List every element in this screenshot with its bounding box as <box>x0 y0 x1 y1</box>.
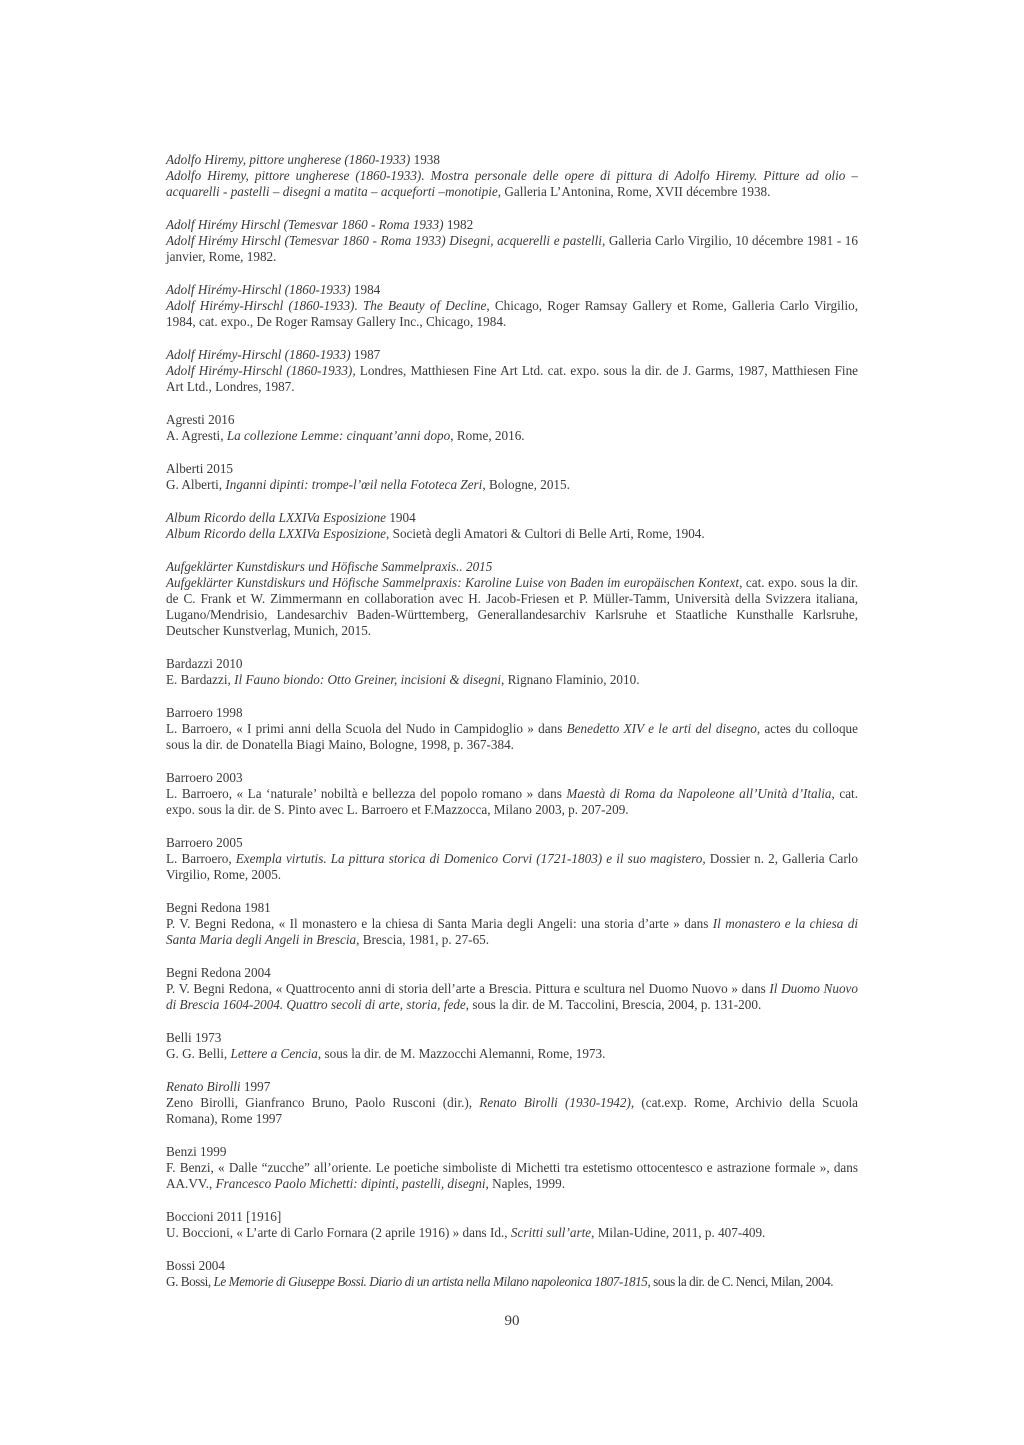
text-run: Agresti 2016 <box>166 412 235 427</box>
italic-text: Renato Birolli <box>166 1079 241 1094</box>
text-run: Bardazzi 2010 <box>166 656 243 671</box>
bibliography-entry <box>166 152 858 200</box>
text-run: G. Alberti, <box>166 477 226 492</box>
italic-text: Il monastero e la chiesa di Santa Maria degli Angeli in Brescia <box>166 916 858 947</box>
entry-citation-key <box>166 152 858 168</box>
bibliography-entry <box>166 1079 858 1127</box>
entry-citation-key <box>166 217 858 233</box>
entry-citation-key <box>166 1258 858 1274</box>
entry-reference <box>166 851 858 883</box>
bibliography-entry <box>166 1209 858 1241</box>
bibliography-entry <box>166 510 858 542</box>
italic-text: Adolf Hirémy-Hirschl (1860-1933), <box>166 363 356 378</box>
text-run: , sous la dir. de M. Mazzocchi Alemanni, Rome, 1973. <box>317 1046 606 1061</box>
entry-citation-key <box>166 835 858 851</box>
text-run: Barroero 1998 <box>166 705 243 720</box>
text-run: Barroero 2005 <box>166 835 243 850</box>
italic-text: Adolf Hirémy Hirschl (Temesvar 1860 - Roma 1933) <box>166 217 444 232</box>
text-run: Bossi 2004 <box>166 1258 225 1273</box>
entry-reference <box>166 428 858 444</box>
italic-text: Benedetto XIV e le arti del disegno <box>566 721 757 736</box>
text-run: , sous la dir. de M. Taccolini, Brescia, 2004, p. 131-200. <box>465 997 762 1012</box>
entry-citation-key <box>166 1079 858 1095</box>
bibliography-entry <box>166 461 858 493</box>
entry-citation-key <box>166 510 858 526</box>
bibliography-entry <box>166 705 858 753</box>
text-run: L. Barroero, « I primi anni della Scuola del Nudo in Campidoglio » dans <box>166 721 567 736</box>
text-run: F. Benzi, « Dalle “zucche” all’oriente. Le poetiche simboliste di Michetti tra estetismo ottocentesco e astrazione formale », dans AA.VV., <box>166 1160 858 1191</box>
bibliography-entry <box>166 1030 858 1062</box>
italic-text: Album Ricordo della LXXIVa Esposizione <box>166 510 387 525</box>
text-run: , cat. expo. sous la dir. de C. Frank et W. Zimmermann en collaboration avec H. Jacob-Friesen et P. Müller-Tamm, Università della Svizzera italiana, Lugano/Mendrisio, Landesarchiv Baden-Württemberg, Generallandesarchiv Karlsruhe et Staatliche Kunsthalle Karlsruhe, Deutscher Kunstverlag, Munich, 2015. <box>166 575 858 638</box>
entry-reference <box>166 1046 858 1062</box>
text-run: Barroero 2003 <box>166 770 243 785</box>
text-run: L. Barroero, « La ‘naturale’ nobiltà e bellezza del popolo romano » dans <box>166 786 567 801</box>
text-run: , Naples, 1999. <box>485 1176 566 1191</box>
text-run: , Dossier n. 2, Galleria Carlo Virgilio, Rome, 2005. <box>166 851 859 882</box>
entry-reference <box>166 1274 858 1290</box>
entry-citation-key <box>166 559 858 575</box>
italic-text: Adolf Hirémy-Hirschl (1860-1933). The Beauty of Decline <box>166 298 487 313</box>
italic-text: Francesco Paolo Michetti: dipinti, pastelli, disegni <box>215 1176 486 1191</box>
bibliography-entry <box>166 217 858 265</box>
text-run: , Chicago, Roger Ramsay Gallery et Rome, Galleria Carlo Virgilio, 1984, cat. expo., De Roger Ramsay Gallery Inc., Chicago, 1984. <box>166 298 859 329</box>
text-run: U. Boccioni, « L’arte di Carlo Fornara (2 aprile 1916) » dans Id., <box>166 1225 511 1240</box>
italic-text: Il Fauno biondo: Otto Greiner, incisioni & disegni <box>234 672 502 687</box>
text-run: , Società degli Amatori & Cultori di Belle Arti, Rome, 1904. <box>386 526 705 541</box>
page-number: 90 <box>504 1313 520 1329</box>
italic-text: Adolf Hirémy-Hirschl (1860-1933) <box>166 347 351 362</box>
text-run: 1904 <box>386 510 416 525</box>
text-run: P. V. Begni Redona, « Il monastero e la chiesa di Santa Maria degli Angeli: una storia d’arte » dans <box>166 916 713 931</box>
entry-reference <box>166 298 858 330</box>
italic-text: La collezione Lemme: cinquant’anni dopo <box>226 428 451 443</box>
bibliography-entry <box>166 900 858 948</box>
bibliography-entry <box>166 282 858 330</box>
bibliography-entry <box>166 1144 858 1192</box>
text-run: , actes du colloque sous la dir. de Donatella Biagi Maino, Bologne, 1998, p. 367-384. <box>166 721 858 752</box>
entry-citation-key <box>166 770 858 786</box>
entry-reference <box>166 672 858 688</box>
bibliography-entry <box>166 559 858 639</box>
italic-text: Maestà di Roma da Napoleone all’Unità d’Italia <box>566 786 832 801</box>
entry-citation-key <box>166 965 858 981</box>
entry-citation-key <box>166 1144 858 1160</box>
entry-citation-key <box>166 1030 858 1046</box>
entry-reference <box>166 1160 858 1192</box>
italic-text: Aufgeklärter Kunstdiskurs und Höfische Sammelpraxis.. 2015 <box>166 559 493 574</box>
entry-citation-key <box>166 347 858 363</box>
text-run: 1997 <box>240 1079 271 1094</box>
italic-text: Adolf Hirémy Hirschl (Temesvar 1860 - Roma 1933) Disegni, acquerelli e pastelli <box>166 233 602 248</box>
italic-text: Aufgeklärter Kunstdiskurs und Höfische Sammelpraxis: Karoline Luise von Baden im europäischen Kontext <box>166 575 740 590</box>
text-run: Begni Redona 1981 <box>166 900 271 915</box>
bibliography-entry <box>166 656 858 688</box>
entry-citation-key <box>166 461 858 477</box>
entry-citation-key <box>166 656 858 672</box>
italic-text: Le Memorie di Giuseppe Bossi. Diario di un artista nella Milano napoleonica 1807-1815 <box>213 1274 648 1289</box>
italic-text: Renato Birolli (1930-1942) <box>479 1095 631 1110</box>
text-run: , Bologne, 2015. <box>482 477 570 492</box>
entry-reference <box>166 363 858 395</box>
italic-text: Inganni dipinti: trompe-l’œil nella Fototeca Zeri <box>225 477 483 492</box>
text-run: , (cat.exp. Rome, Archivio della Scuola Romana), Rome 1997 <box>166 1095 858 1126</box>
text-run: 1984 <box>350 282 381 297</box>
text-run: A. Agresti, <box>166 428 227 443</box>
text-run: , Galleria L’Antonina, Rome, XVII décembre 1938. <box>497 184 771 199</box>
text-run: , sous la dir. de C. Nenci, Milan, 2004. <box>647 1274 834 1289</box>
text-run: , Galleria Carlo Virgilio, 10 décembre 1981 - 16 janvier, Rome, 1982. <box>166 233 858 264</box>
italic-text: Exempla virtutis. La pittura storica di Domenico Corvi (1721-1803) e il suo magistero <box>235 851 703 866</box>
text-run: , Milan-Udine, 2011, p. 407-409. <box>591 1225 766 1240</box>
entry-reference <box>166 575 858 639</box>
text-run: 1987 <box>350 347 381 362</box>
text-run: Londres, Matthiesen Fine Art Ltd. cat. expo. sous la dir. de J. Garms, 1987, Matthiesen Fine Art Ltd., Londres, 1987. <box>166 363 859 394</box>
entry-citation-key <box>166 412 858 428</box>
text-run: , Rome, 2016. <box>450 428 525 443</box>
text-run: , Rignano Flaminio, 2010. <box>501 672 640 687</box>
text-run: G. G. Belli, <box>166 1046 231 1061</box>
italic-text: Lettere a Cencia <box>230 1046 318 1061</box>
entry-reference <box>166 233 858 265</box>
text-run: Zeno Birolli, Gianfranco Bruno, Paolo Rusconi (dir.), <box>166 1095 480 1110</box>
entry-citation-key <box>166 282 858 298</box>
entry-reference <box>166 981 858 1013</box>
entry-citation-key <box>166 705 858 721</box>
entry-reference <box>166 721 858 753</box>
italic-text: Scritti sull’arte <box>510 1225 592 1240</box>
entry-reference <box>166 916 858 948</box>
bibliography-entry <box>166 1258 858 1290</box>
bibliography-entry <box>166 347 858 395</box>
text-run: Benzi 1999 <box>166 1144 227 1159</box>
text-run: E. Bardazzi, <box>166 672 235 687</box>
text-run: 1938 <box>410 152 440 167</box>
bibliography-entry <box>166 770 858 818</box>
entry-citation-key <box>166 900 858 916</box>
bibliography-entry <box>166 835 858 883</box>
text-run: Boccioni 2011 [1916] <box>166 1209 282 1224</box>
text-run: , cat. expo. sous la dir. de S. Pinto avec L. Barroero et F.Mazzocca, Milano 2003, p. 207-209. <box>166 786 859 817</box>
text-run: G. Bossi, <box>166 1274 214 1289</box>
text-run: Belli 1973 <box>166 1030 222 1045</box>
italic-text: Adolf Hirémy-Hirschl (1860-1933) <box>166 282 351 297</box>
text-run: P. V. Begni Redona, « Quattrocento anni di storia dell’arte a Brescia. Pittura e scultura nel Duomo Nuovo » dans <box>166 981 770 996</box>
text-run: , Brescia, 1981, p. 27-65. <box>356 932 490 947</box>
italic-text: Il Duomo Nuovo di Brescia 1604-2004. Quattro secoli di arte, storia, fede <box>166 981 858 1012</box>
italic-text: Adolfo Hiremy, pittore ungherese (1860-1933) <box>166 152 411 167</box>
entry-reference <box>166 168 858 200</box>
text-run: L. Barroero, <box>166 851 236 866</box>
entry-reference <box>166 477 858 493</box>
text-run: Alberti 2015 <box>166 461 234 476</box>
entry-citation-key <box>166 1209 858 1225</box>
entry-reference <box>166 526 858 542</box>
entry-reference <box>166 786 858 818</box>
text-run: Begni Redona 2004 <box>166 965 271 980</box>
entry-reference <box>166 1095 858 1127</box>
entry-reference <box>166 1225 858 1241</box>
italic-text: Adolfo Hiremy, pittore ungherese (1860-1933). Mostra personale delle opere di pittura di Adolfo Hiremy. Pitture ad olio – acquarelli - pastelli – disegni a matita – acqueforti –monotipie <box>166 168 858 199</box>
bibliography-entry <box>166 412 858 444</box>
italic-text: Album Ricordo della LXXIVa Esposizione <box>166 526 387 541</box>
bibliography-entry <box>166 965 858 1013</box>
text-run: 1982 <box>443 217 474 232</box>
bibliography-list <box>166 152 858 1307</box>
